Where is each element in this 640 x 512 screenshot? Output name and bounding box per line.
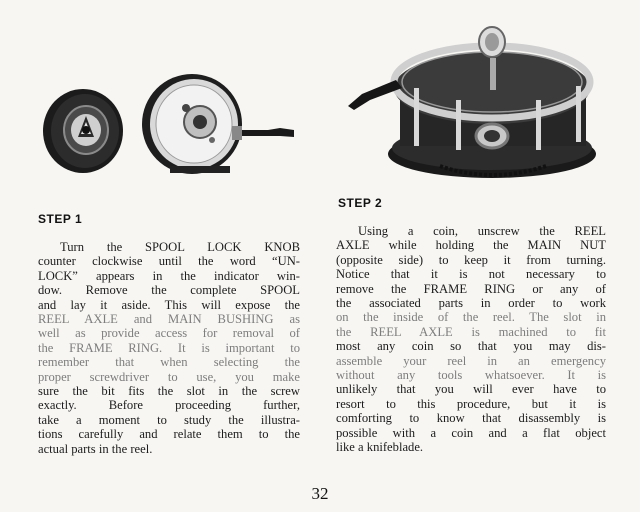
step-2-line: (opposite side) to keep it from turning. — [336, 252, 606, 267]
step-2-line: resort to this procedure, but it is — [336, 396, 606, 411]
step-1-line: remember that when selecting the — [38, 355, 300, 370]
step-1-line: sure the bit fits the slot in the screw — [38, 384, 300, 399]
step-1-line: the FRAME RING. It is important to — [38, 340, 300, 355]
step-2-line: possible with a coin and a flat object — [336, 425, 606, 440]
step-1-line: proper screwdriver to use, you make — [38, 369, 300, 384]
step-2-line: unlikely that you will ever have to — [336, 382, 606, 397]
step-1-line: and lay it aside. This will expose the — [38, 297, 300, 312]
step-2-line: on the inside of the reel. The slot in — [336, 310, 606, 325]
step-2-line: Notice that it is not necessary to — [336, 267, 606, 282]
step-2-line: the REEL AXLE is machined to fit — [336, 324, 606, 339]
step-1-paragraph — [38, 240, 300, 456]
page-number: 32 — [311, 484, 329, 503]
step-1-line: tions carefully and relate them to the — [38, 427, 300, 442]
reel-body-photo — [140, 68, 300, 176]
step-1-line: counter clockwise until the word “UN- — [38, 254, 300, 269]
step-1-line: dow. Remove the complete SPOOL — [38, 283, 300, 298]
step-1-line: take a moment to study the illustra- — [38, 412, 300, 427]
step-2-line: the associated parts in order to work — [336, 296, 606, 311]
step-1-line: actual parts in the reel. — [38, 441, 153, 456]
step-2-line: assemble your reel in an emergency — [336, 353, 606, 368]
reel-frame-photo — [340, 18, 610, 186]
step-1-line: LOCK” appears in the indicator win- — [38, 268, 300, 283]
step-2-line: Using a coin, unscrew the REEL — [358, 224, 606, 238]
spool-photo — [38, 82, 128, 176]
step-2-line: comforting to know that disassembly is — [336, 411, 606, 426]
step-2-line: most any coin so that you may dis- — [336, 339, 606, 354]
step-1-line: REEL AXLE and MAIN BUSHING as — [38, 312, 300, 327]
step-1-line: Turn the SPOOL LOCK KNOB — [60, 240, 300, 254]
step-2-heading: STEP 2 — [338, 196, 383, 210]
step-2-paragraph — [336, 224, 606, 455]
step-2-line: without any tools whatsoever. It is — [336, 368, 606, 383]
step-2-line: remove the FRAME RING or any of — [336, 281, 606, 296]
step-1-line: well as provide access for removal of — [38, 326, 300, 341]
step-2-line: like a knifeblade. — [336, 440, 424, 455]
step-1-line: exactly. Before proceeding further, — [38, 398, 300, 413]
step-2-line: AXLE while holding the MAIN NUT — [336, 238, 606, 253]
step-1-heading: STEP 1 — [38, 212, 83, 226]
